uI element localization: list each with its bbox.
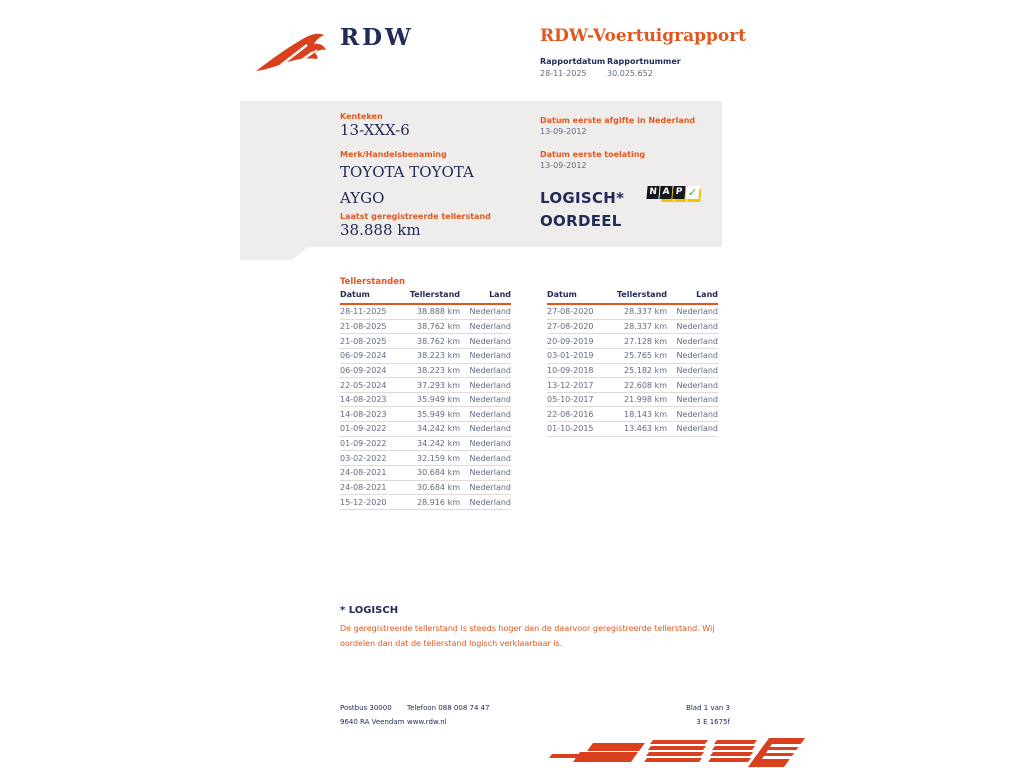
eerste-afgifte-value: 13-09-2012 <box>540 127 587 136</box>
logisch-note-heading: * LOGISCH <box>340 605 399 616</box>
footer-city: 9640 RA Veendam <box>340 718 405 726</box>
table-cell: 28-11-2025 <box>340 307 387 317</box>
eerste-toelating-value: 13-09-2012 <box>540 161 587 170</box>
merk-value: TOYOTA TOYOTA AYGO <box>340 163 474 207</box>
table-cell: 18.143 km <box>624 409 667 419</box>
table-cell: 24-08-2021 <box>340 483 387 492</box>
table-cell: 28.337 km <box>624 321 667 331</box>
footer-page-number: Blad 1 van 3 <box>686 704 730 712</box>
table-row <box>340 364 511 379</box>
table-row <box>547 378 718 393</box>
column-header-land: Land <box>489 290 511 299</box>
table-cell: 38.223 km <box>417 351 460 361</box>
table-row <box>547 407 718 422</box>
table-cell: 15-12-2020 <box>340 497 387 507</box>
table-cell: 32.159 km <box>417 453 460 463</box>
rdw-bird-logo-icon <box>254 26 332 76</box>
table-row <box>340 495 511 510</box>
table-cell: 37.293 km <box>417 380 460 390</box>
footer-website: www.rdw.nl <box>407 718 447 726</box>
table-cell: 05-10-2017 <box>547 395 594 405</box>
kenteken-value: 13-XXX-6 <box>340 121 410 139</box>
table-cell: 22-05-2024 <box>340 380 387 390</box>
report-date-block <box>540 57 605 78</box>
table-cell: Nederland <box>676 409 718 419</box>
table-row <box>547 393 718 408</box>
table-cell: Nederland <box>676 321 718 331</box>
footer-contact <box>407 701 490 729</box>
summary-box-tail <box>240 247 308 260</box>
table-cell: Nederland <box>676 380 718 390</box>
table-row <box>340 437 511 452</box>
tellerstanden-table-right <box>547 290 718 437</box>
table-cell: Nederland <box>469 395 511 405</box>
laatste-tellerstand-value: 38.888 km <box>340 221 421 239</box>
column-header-tellerstand: Tellerstand <box>616 290 667 299</box>
table-cell: 27-08-2020 <box>547 307 594 317</box>
table-cell: 06-09-2024 <box>340 365 387 375</box>
nap-letter-a: A <box>659 186 672 199</box>
table-row <box>340 466 511 481</box>
table-row <box>340 349 511 364</box>
table-cell: 38.762 km <box>417 336 460 346</box>
table-cell: 38.888 km <box>417 307 460 317</box>
table-cell: Nederland <box>469 351 511 361</box>
kenteken-label: Kenteken <box>340 112 383 121</box>
report-date-label: Rapportdatum <box>540 57 606 66</box>
table-row <box>340 393 511 408</box>
table-cell: 06-09-2024 <box>340 351 387 361</box>
table-cell: 14-08-2023 <box>340 409 387 419</box>
table-body <box>547 305 718 437</box>
table-row <box>340 481 511 496</box>
table-row <box>547 320 718 335</box>
table-row <box>547 422 718 437</box>
table-cell: 10-09-2018 <box>547 365 594 375</box>
nap-letter-p: P <box>672 186 685 199</box>
table-body <box>340 305 511 510</box>
table-cell: Nederland <box>469 380 511 390</box>
footer-postbus: Postbus 30000 <box>340 704 392 712</box>
table-row <box>340 407 511 422</box>
table-cell: 01-10-2015 <box>547 424 594 434</box>
table-cell: 03-01-2019 <box>547 351 594 361</box>
table-cell: Nederland <box>676 351 718 361</box>
table-cell: 30.684 km <box>417 468 460 478</box>
table-cell: Nederland <box>469 409 511 419</box>
table-cell: Nederland <box>469 424 511 434</box>
table-cell: Nederland <box>469 365 511 375</box>
table-cell: 35.949 km <box>417 409 460 419</box>
eerste-afgifte-label: Datum eerste afgifte in Nederland <box>540 116 696 125</box>
table-cell: Nederland <box>469 439 511 449</box>
table-row <box>547 349 718 364</box>
table-cell: Nederland <box>469 321 511 331</box>
table-cell: Nederland <box>676 424 718 434</box>
table-cell: 34.242 km <box>417 439 460 449</box>
table-cell: 25.765 km <box>624 351 667 361</box>
table-row <box>547 364 718 379</box>
table-cell: 38.762 km <box>417 321 460 331</box>
merk-label: Merk/Handelsbenaming <box>340 150 447 159</box>
nap-checkmark-icon: ✓ <box>687 186 698 199</box>
table-cell: 34.242 km <box>417 424 460 434</box>
column-header-tellerstand: Tellerstand <box>409 290 460 299</box>
table-cell: Nederland <box>469 336 511 346</box>
vehicle-summary-box <box>240 101 722 247</box>
nap-letter-n: N <box>646 186 659 199</box>
column-header-land: Land <box>696 290 718 299</box>
table-cell: 14-08-2023 <box>340 395 387 405</box>
table-cell: 27-08-2020 <box>547 321 594 331</box>
report-date-value: 28-11-2025 <box>540 69 587 78</box>
report-title: RDW-Voertuigrapport <box>540 26 747 46</box>
table-row <box>340 451 511 466</box>
table-cell: 13.463 km <box>624 424 667 434</box>
table-cell: Nederland <box>469 307 511 317</box>
table-cell: 21-08-2025 <box>340 321 387 331</box>
oordeel-line2: OORDEEL <box>540 212 622 230</box>
table-row <box>547 334 718 349</box>
eerste-toelating-label: Datum eerste toelating <box>540 150 646 159</box>
column-header-datum: Datum <box>340 290 370 299</box>
column-header-datum: Datum <box>547 290 577 299</box>
table-cell: 22-08-2016 <box>547 409 594 419</box>
table-cell: 28.337 km <box>624 307 667 317</box>
tellerstanden-title: Tellerstanden <box>340 277 406 287</box>
table-cell: 01-09-2022 <box>340 439 387 449</box>
table-row <box>547 305 718 320</box>
logisch-note-body: De geregistreerde tellerstand is steeds hoger dan de daarvoor geregistreerde tellerstand. Wij oordelen dan dat de tellerstand logisch verklaarbaar is. <box>340 624 715 648</box>
report-number-block <box>607 57 681 78</box>
footer-form-code: 3 E 1675f <box>696 718 730 726</box>
table-cell: 13-12-2017 <box>547 380 594 390</box>
table-row <box>340 334 511 349</box>
table-cell: Nederland <box>469 468 511 478</box>
table-cell: Nederland <box>469 453 511 463</box>
report-number-value: 30.025.652 <box>607 69 653 78</box>
table-cell: 20-09-2019 <box>547 336 594 346</box>
table-cell: Nederland <box>676 307 718 317</box>
table-cell: 22.608 km <box>624 380 667 390</box>
table-cell: 30.684 km <box>417 483 460 492</box>
table-cell: 28.916 km <box>417 497 460 507</box>
nap-logo-icon <box>647 186 699 199</box>
table-cell: 01-09-2022 <box>340 424 387 434</box>
table-header-row <box>340 290 511 305</box>
table-cell: Nederland <box>469 497 511 507</box>
table-cell: 21-08-2025 <box>340 336 387 346</box>
table-cell: Nederland <box>676 395 718 405</box>
tellerstanden-table-left <box>340 290 511 510</box>
table-cell: Nederland <box>676 365 718 375</box>
table-row <box>340 422 511 437</box>
table-header-row <box>547 290 718 305</box>
table-cell: 38.223 km <box>417 365 460 375</box>
oordeel-verdict <box>540 187 624 233</box>
table-row <box>340 320 511 335</box>
table-cell: 24-08-2021 <box>340 468 387 478</box>
footer-phone: Telefoon 088 008 74 47 <box>407 704 490 712</box>
table-cell: 25.182 km <box>624 365 667 375</box>
table-cell: 03-02-2022 <box>340 453 387 463</box>
footer-address <box>340 701 404 729</box>
footer-page-info <box>620 701 730 729</box>
laatste-tellerstand-label: Laatst geregistreerde tellerstand <box>340 212 491 221</box>
table-cell: 21.998 km <box>624 395 667 405</box>
table-cell: 27.128 km <box>624 336 667 346</box>
report-number-label: Rapportnummer <box>607 57 681 66</box>
decorative-stripes-graphic <box>543 736 805 768</box>
table-row <box>340 305 511 320</box>
table-cell: Nederland <box>469 483 511 492</box>
oordeel-line1: LOGISCH* <box>540 189 625 207</box>
table-cell: Nederland <box>676 336 718 346</box>
table-cell: 35.949 km <box>417 395 460 405</box>
table-row <box>340 378 511 393</box>
rdw-logo-wordmark: RDW <box>340 24 414 51</box>
